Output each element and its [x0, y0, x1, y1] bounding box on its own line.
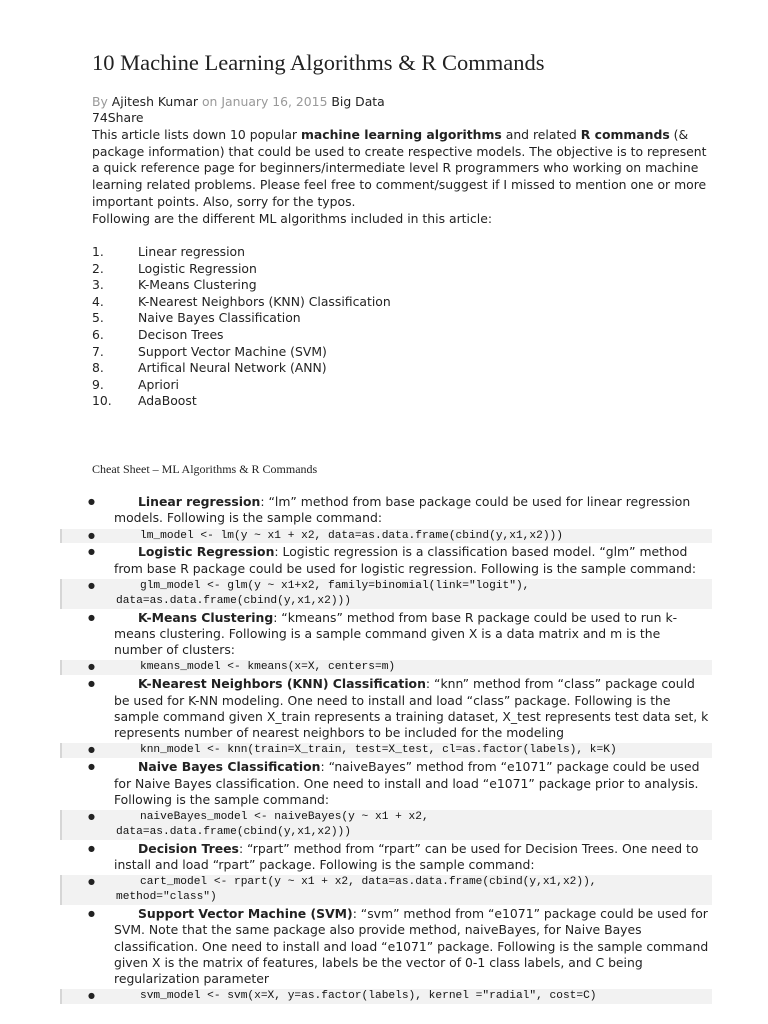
category-link[interactable]: Big Data	[331, 94, 385, 109]
byline-by: By	[92, 94, 108, 109]
list-item-number: 1.	[92, 244, 104, 259]
cheat-item	[60, 841, 712, 905]
list-item-label: Logistic Regression	[138, 260, 257, 276]
algorithm-desc: : “svm” method from “e1071” package could be used for SVM. Note that the same package also provide method, naiveBayes, for Naive Bayes classification. One need to install and load “e1071” package. Following is the sample command given X is the matrix of features, labels be the vector of 0-1 class labels, and C being regularization parameter	[114, 905, 709, 987]
cheat-item	[60, 906, 712, 1004]
cheat-item-description	[60, 610, 712, 659]
list-item-number: 10.	[92, 393, 112, 409]
share-count[interactable]: 74Share	[92, 110, 144, 125]
list-item-label: Apriori	[138, 376, 179, 392]
code-block	[60, 529, 712, 544]
author-link[interactable]: Ajitesh Kumar	[111, 94, 199, 109]
list-item	[92, 261, 492, 278]
algorithm-list	[92, 244, 492, 410]
list-item	[92, 393, 492, 410]
list-item	[92, 327, 492, 344]
code-block	[60, 810, 712, 840]
cheat-sheet	[60, 494, 712, 1005]
publish-date: January 16, 2015	[221, 94, 328, 109]
list-item-number: 8.	[92, 360, 104, 376]
list-item-number: 9.	[92, 376, 104, 392]
code-line: ● glm_model <- glm(y ~ x1+x2, family=binomial(link="logit"),	[140, 579, 530, 592]
list-item-label: Naive Bayes Classification	[138, 310, 301, 326]
list-item	[92, 294, 492, 311]
list-item-label: K-Nearest Neighbors (KNN) Classification	[138, 293, 391, 309]
code-line: data=as.data.frame(cbind(y,x1,x2)))	[116, 825, 351, 838]
intro-text: This article lists down 10 popular machine learning algorithms and related R commands (& package information) that could be used to create respective models. The objective is to represent a quick reference page for beginners/intermediate level R programmers who working on machine learning related problems. Please feel free to comment/suggest if I missed to mention one or more important points. Also, sorry for the typos.	[92, 127, 707, 209]
code-block	[60, 743, 712, 758]
code-line: ● naiveBayes_model <- naiveBayes(y ~ x1 + x2,	[140, 811, 429, 824]
list-item-label: Linear regression	[138, 244, 245, 259]
list-item	[92, 360, 492, 377]
cheat-item	[60, 494, 712, 543]
list-item-number: 4.	[92, 293, 104, 309]
intro-paragraph	[92, 127, 712, 227]
cheat-sheet-heading: Cheat Sheet – ML Algorithms & R Commands	[92, 462, 318, 476]
code-line: ● cart_model <- rpart(y ~ x1 + x2, data=as.data.frame(cbind(y,x1,x2)),	[140, 876, 597, 889]
algorithm-term: Linear regression	[138, 494, 261, 509]
code-block	[60, 875, 712, 905]
cheat-item-description	[60, 759, 712, 808]
algorithm-term: Naive Bayes Classification	[138, 759, 321, 775]
cheat-item	[60, 759, 712, 839]
list-item-number: 2.	[92, 260, 104, 276]
list-item-number: 5.	[92, 310, 104, 326]
code-block	[60, 579, 712, 609]
list-item-label: Support Vector Machine (SVM)	[138, 343, 327, 359]
code-line: ● knn_model <- knn(train=X_train, test=X_test, cl=as.factor(labels), k=K)	[140, 744, 617, 757]
list-item	[92, 344, 492, 361]
cheat-item-description	[60, 906, 712, 987]
algorithm-term: K-Means Clustering	[138, 609, 274, 625]
list-item-label: Artifical Neural Network (ANN)	[138, 360, 327, 376]
list-item-label: AdaBoost	[138, 393, 197, 409]
page-title: 10 Machine Learning Algorithms & R Commands	[92, 50, 545, 75]
algorithm-desc: : “rpart” method from “rpart” can be used for Decision Trees. One need to install and load “rpart” package. Following is the sample command:	[114, 840, 699, 873]
byline-on: on	[201, 94, 218, 109]
algorithm-desc: : “kmeans” method from base R package could be used to run k-means clustering. Following is a sample command given X is a data matrix and m is the number of clusters:	[114, 609, 678, 658]
algorithm-term: Logistic Regression	[138, 544, 275, 560]
code-line: ● svm_model <- svm(x=X, y=as.factor(labels), kernel ="radial", cost=C)	[140, 990, 597, 1003]
cheat-item-description	[60, 676, 712, 741]
list-item-number: 7.	[92, 343, 104, 359]
algorithm-desc: : “knn” method from “class” package could be used for K-NN modeling. One need to install and load “class” package. Following is the sample command given X_train represents a training dataset, X_test represents test data set, k represents number of nearest neighbors to be included for the modeling	[114, 676, 709, 741]
cheat-item-description	[60, 494, 712, 527]
algorithm-term: K-Nearest Neighbors (KNN) Classification	[138, 676, 426, 692]
list-item	[92, 244, 492, 261]
code-block	[60, 660, 712, 675]
cheat-item	[60, 544, 712, 608]
list-item	[92, 310, 492, 327]
code-block	[60, 989, 712, 1004]
list-item	[92, 277, 492, 294]
cheat-item-description	[60, 841, 712, 874]
cheat-item	[60, 676, 712, 758]
code-line: data=as.data.frame(cbind(y,x1,x2)))	[116, 594, 351, 607]
code-line: ● kmeans_model <- kmeans(x=X, centers=m)	[140, 661, 396, 674]
list-item-label: Decison Trees	[138, 326, 224, 342]
algorithm-term: Decision Trees	[138, 840, 239, 856]
code-line: ● lm_model <- lm(y ~ x1 + x2, data=as.data.frame(cbind(y,x1,x2)))	[140, 529, 563, 542]
cheat-item-description	[60, 544, 712, 577]
intro-following: Following are the different ML algorithms included in this article:	[92, 210, 493, 226]
list-item-label: K-Means Clustering	[138, 277, 257, 293]
algorithm-desc: : Logistic regression is a classification based model. “glm” method from base R package could be used for logistic regression. Following is the sample command:	[114, 544, 697, 576]
algorithm-term: Support Vector Machine (SVM)	[138, 905, 353, 921]
list-item-number: 3.	[92, 277, 104, 293]
algorithm-desc: : “lm” method from base package could be used for linear regression models. Following is the sample command:	[114, 494, 691, 526]
byline	[92, 94, 385, 110]
list-item	[92, 377, 492, 394]
algorithm-desc: : “naiveBayes” method from “e1071” package could be used for Naive Bayes classification. One need to install and load “e1071” package prior to analysis. Following is the sample command:	[114, 759, 700, 807]
list-item-number: 6.	[92, 326, 104, 342]
code-line: method="class")	[116, 891, 217, 904]
cheat-item	[60, 610, 712, 676]
